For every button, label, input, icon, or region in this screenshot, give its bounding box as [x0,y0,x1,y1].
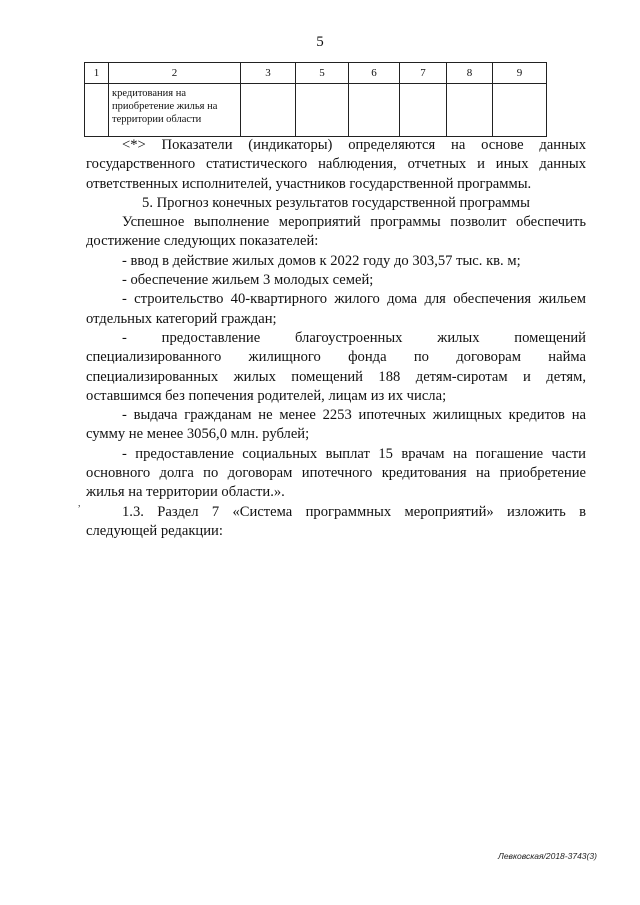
table-header-cell: 1 [85,63,109,84]
list-item: - обеспечение жильем 3 молодых семей; [122,272,374,289]
section-heading: 5. Прогноз конечных результатов государственной программы [142,194,530,211]
continuation-table [84,62,547,137]
description-line: территории области [112,114,202,125]
description-line: приобретение жилья на [112,101,218,112]
page-number: 5 [316,34,324,50]
table-header-cell: 8 [447,63,493,84]
scan-artifact: , [78,498,81,509]
table-cell [493,84,547,137]
table-header-cell: 5 [296,63,349,84]
table-cell-description [109,84,241,137]
table-cell [400,84,447,137]
table-cell [241,84,296,137]
list-item: - ввод в действие жилых домов к 2022 году до 303,57 тыс. кв. м; [122,252,521,269]
list-item: - выдача гражданам не менее 2253 ипотечных жилищных кредитов на сумму не менее 3056,0 млн. рублей; [86,407,586,443]
body-text [86,136,586,541]
paragraph-amendment: 1.3. Раздел 7 «Система программных мероприятий» изложить в следующей редакции: [86,503,586,539]
list-item: - предоставление благоустроенных жилых помещений специализированного жилищного фонда по договорам найма специализированных жилых помещений 188 детям-сиротам и детям, оставшимся без попечения родителей, лицам из их числа; [86,329,586,404]
table-header-cell: 9 [493,63,547,84]
table-header-cell: 3 [241,63,296,84]
paragraph-intro: Успешное выполнение мероприятий программы позволит обеспечить достижение следующих показателей: [86,214,586,250]
table-cell [296,84,349,137]
table-row [85,84,547,137]
table-header-cell: 7 [400,63,447,84]
table-header-cell: 6 [349,63,400,84]
list-item: - строительство 40-квартирного жилого дома для обеспечения жильем отдельных категорий граждан; [86,291,586,327]
table-cell [447,84,493,137]
table-cell [349,84,400,137]
table-header-row [85,63,547,84]
footer-reference: Левковская/2018-3743(3) [498,851,597,861]
paragraph-indicators-note: <*> Показатели (индикаторы) определяются на основе данных государственного статистического наблюдения, отчетных и иных данных ответственных исполнителей, участников государственной программы. [86,137,586,192]
description-line: кредитования на [112,88,186,99]
table-cell [85,84,109,137]
list-item: - предоставление социальных выплат 15 врачам на погашение части основного долга по договорам ипотечного кредитования на приобретение жилья на территории области.». [86,445,586,501]
table-header-cell: 2 [109,63,241,84]
